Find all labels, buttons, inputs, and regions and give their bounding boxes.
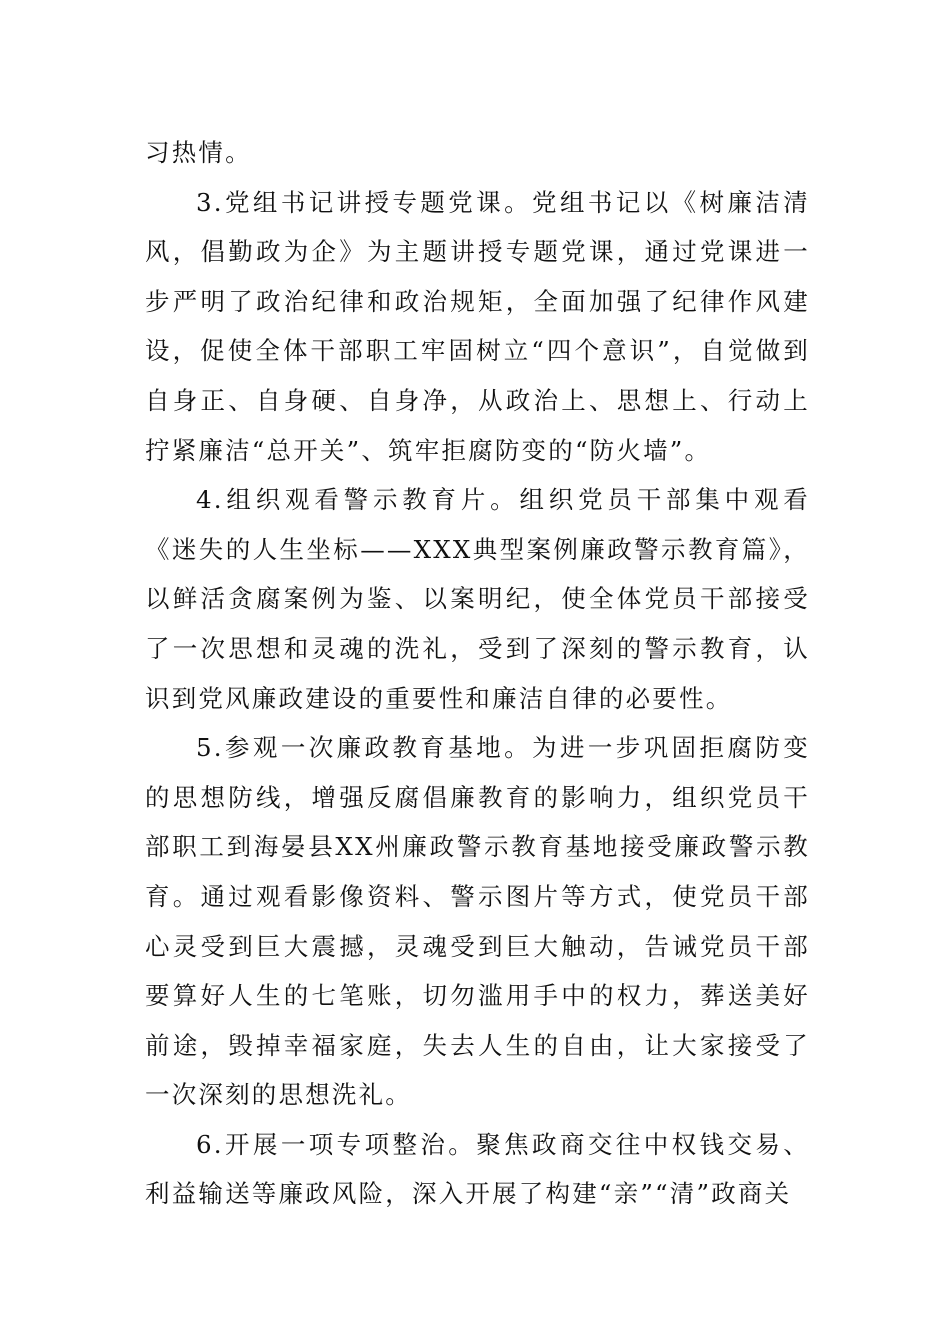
paragraph-continuation: 习热情。 xyxy=(145,138,252,167)
document-body xyxy=(145,128,810,1219)
paragraph-item-6: 6.开展一项专项整治。聚焦政商交往中权钱交易、利益输送等廉政风险，深入开展了构建“亲”“清”政商关 xyxy=(145,1129,810,1209)
paragraph-item-4: 4.组织观看警示教育片。组织党员干部集中观看《迷失的人生坐标——XXX典型案例廉政警示教育篇》，以鲜活贪腐案例为鉴、以案明纪，使全体党员干部接受了一次思想和灵魂的洗礼，受到了深刻的警示教育，认识到党风廉政建设的重要性和廉洁自律的必要性。 xyxy=(145,485,810,713)
paragraph-item-3: 3.党组书记讲授专题党课。党组书记以《树廉洁清风，倡勤政为企》为主题讲授专题党课，通过党课进一步严明了政治纪律和政治规矩，全面加强了纪律作风建设，促使全体干部职工牢固树立“四个意识”，自觉做到自身正、自身硬、自身净，从政治上、思想上、行动上拧紧廉洁“总开关”、筑牢拒腐防变的“防火墙”。 xyxy=(145,187,810,465)
paragraph-item-5: 5.参观一次廉政教育基地。为进一步巩固拒腐防变的思想防线，增强反腐倡廉教育的影响力，组织党员干部职工到海晏县XX州廉政警示教育基地接受廉政警示教育。通过观看影像资料、警示图片等方式，使党员干部心灵受到巨大震撼，灵魂受到巨大触动，告诫党员干部要算好人生的七笔账，切勿滥用手中的权力，葬送美好前途，毁掉幸福家庭，失去人生的自由，让大家接受了一次深刻的思想洗礼。 xyxy=(145,733,810,1110)
